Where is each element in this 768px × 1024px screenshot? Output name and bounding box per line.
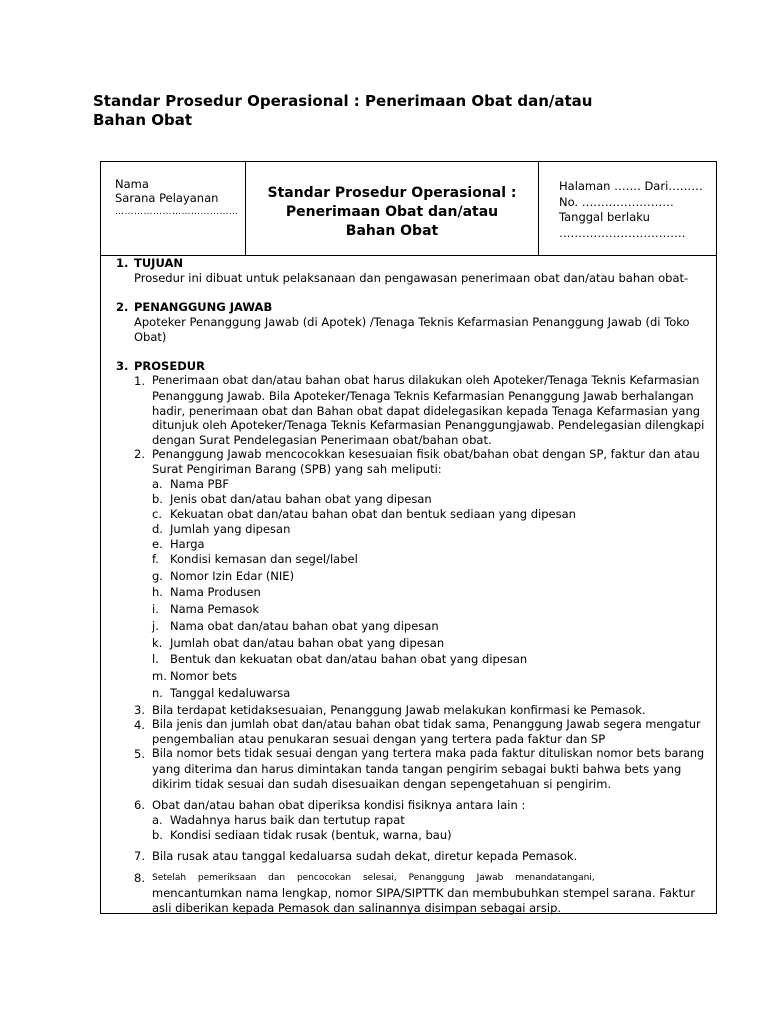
document-title: Standar Prosedur Operasional : Penerimaan Obat dan/atau Bahan Obat [93, 92, 593, 129]
step-text: Penerimaan obat dan/atau bahan obat harus dilakukan oleh Apoteker/Tenaga Teknis Kefarmasian [152, 374, 700, 387]
sop-title-line-3: Bahan Obat [345, 223, 439, 239]
checklist-item: Nomor bets [170, 669, 238, 683]
checklist-marker: i. [152, 602, 159, 616]
step-number: 3. [134, 703, 145, 717]
checklist-marker: m. [152, 669, 167, 683]
step-text: mencantumkan nama lengkap, nomor SIPA/SIPTTK dan membubuhkan stempel sarana. Faktur [152, 886, 696, 900]
checklist-item: Tanggal kedaluwarsa [170, 686, 291, 700]
step-text: Bila rusak atau tanggal kedaluarsa sudah dekat, diretur kepada Pemasok. [152, 849, 578, 863]
checklist-item: Jumlah obat dan/atau bahan obat yang dipesan [170, 636, 445, 650]
section-number: 2. [116, 300, 129, 314]
checklist-marker: d. [152, 522, 163, 536]
step-number: 6. [134, 798, 145, 812]
step-text: dikirim tidak sesuai dan sudah disesuaikan dengan sepengetahuan si pengirim. [152, 777, 612, 791]
checklist-marker: j. [152, 619, 159, 633]
checklist-marker: e. [152, 537, 163, 551]
section-text: Prosedur ini dibuat untuk pelaksanaan dan pengawasan penerimaan obat dan/atau bahan obat- [134, 271, 689, 285]
checklist-marker: k. [152, 636, 163, 650]
checklist-marker: a. [152, 477, 163, 491]
facility-blank: ………………………………… [115, 207, 239, 217]
checklist-marker: f. [152, 552, 159, 566]
checklist-marker: b. [152, 492, 163, 506]
sop-title-line-1: Standar Prosedur Operasional : [267, 185, 517, 201]
step-number: 8. [134, 871, 145, 885]
checklist-item: Harga [170, 537, 205, 551]
step-number: 7. [134, 849, 145, 863]
section-text: Apoteker Penanggung Jawab (di Apotek) /Tenaga Teknis Kefarmasian Penanggung Jawab (di Toko [134, 315, 690, 329]
step-text: asli diberikan kepada Pemasok dan salinannya disimpan sebagai arsip. [152, 901, 562, 915]
sop-title-line-2: Penerimaan Obat dan/atau [285, 204, 499, 220]
checklist-item: Jumlah yang dipesan [170, 522, 291, 536]
step-text: yang diterima dan harus dimintakan tanda tangan pengirim sebagai bukti bahwa bets yang [152, 762, 682, 776]
section-title-tujuan: TUJUAN [134, 256, 183, 270]
section-number: 3. [116, 359, 129, 373]
checklist-item: Nama Produsen [170, 585, 261, 599]
effective-date-label: Tanggal berlaku [559, 210, 650, 224]
sop-title-cell [246, 162, 539, 255]
condition-item: Wadahnya harus baik dan tertutup rapat [170, 813, 405, 827]
document-number-field: No. …………………… [559, 194, 674, 209]
condition-marker: a. [152, 813, 163, 827]
checklist-item: Kondisi kemasan dan segel/label [170, 552, 358, 566]
sop-header-row [101, 162, 716, 256]
step-text: dengan Surat Pendelegasian Penerimaan obat/bahan obat. [152, 433, 492, 447]
step-text: hadir, penerimaan obat dan Bahan obat dapat didelegasikan kepada Tenaga Kefarmasian yang [152, 404, 701, 418]
page-number-field: Halaman ……. Dari……… [559, 179, 703, 193]
checklist-item: Nama obat dan/atau bahan obat yang dipesan [170, 619, 439, 633]
checklist-item: Kekuatan obat dan/atau bahan obat dan bentuk sediaan yang dipesan [170, 507, 576, 521]
effective-date-blank: …………………………… [559, 225, 686, 240]
checklist-marker: g. [152, 569, 163, 583]
section-title-prosedur: PROSEDUR [134, 359, 205, 373]
step-text: Bila nomor bets tidak sesuai dengan yang tertera maka pada faktur dituliskan nomor bets barang [152, 747, 705, 760]
document-info-cell [539, 162, 716, 255]
step-text: Surat Pengiriman Barang (SPB) yang sah meliputi: [152, 462, 442, 476]
section-number: 1. [116, 256, 129, 270]
step-text: Obat dan/atau bahan obat diperiksa kondisi fisiknya antara lain : [152, 798, 526, 812]
checklist-item: Nomor Izin Edar (NIE) [170, 569, 295, 583]
step-text: Bila jenis dan jumlah obat dan/atau bahan obat tidak sama, Penanggung Jawab segera mengatur [152, 718, 701, 731]
step-text: Setelah pemeriksaan dan pencocokan selesai, Penanggung Jawab menandatangani, [152, 873, 595, 883]
step-number: 1. [134, 374, 145, 388]
step-text: ditunjuk oleh Apoteker/Tenaga Teknis Kefarmasian Penanggungjawab. Pendelegasian dilengkapi [152, 418, 705, 432]
step-text: Penanggung Jawab mencocokkan kesesuaian fisik obat/bahan obat dengan SP, faktur dan atau [152, 447, 700, 461]
step-number: 2. [134, 447, 145, 461]
step-text: pengembalian atau penukaran sesuai dengan yang tertera pada faktur dan SP [152, 732, 606, 746]
checklist-marker: c. [152, 507, 162, 521]
checklist-marker: l. [152, 652, 159, 666]
facility-type-label: Sarana Pelayanan [115, 191, 219, 205]
checklist-item: Jenis obat dan/atau bahan obat yang dipesan [170, 492, 432, 506]
checklist-marker: n. [152, 686, 163, 700]
checklist-item: Bentuk dan kekuatan obat dan/atau bahan obat yang dipesan [170, 652, 528, 666]
condition-item: Kondisi sediaan tidak rusak (bentuk, warna, bau) [170, 828, 452, 842]
checklist-marker: h. [152, 585, 163, 599]
step-text: Penanggung Jawab. Bila Apoteker/Tenaga Teknis Kefarmasian Penanggung Jawab berhalangan [152, 389, 694, 403]
sop-table [100, 161, 717, 914]
facility-name-label: Nama [115, 177, 149, 191]
checklist-item: Nama Pemasok [170, 602, 260, 616]
step-number: 4. [134, 718, 145, 732]
step-number: 5. [134, 747, 145, 761]
facility-cell [101, 162, 246, 255]
checklist-item: Nama PBF [170, 477, 229, 491]
section-title-penanggung-jawab: PENANGGUNG JAWAB [134, 300, 273, 314]
condition-marker: b. [152, 828, 163, 842]
step-text: Bila terdapat ketidaksesuaian, Penanggung Jawab melakukan konfirmasi ke Pemasok. [152, 703, 646, 717]
section-text: Obat) [134, 330, 167, 344]
